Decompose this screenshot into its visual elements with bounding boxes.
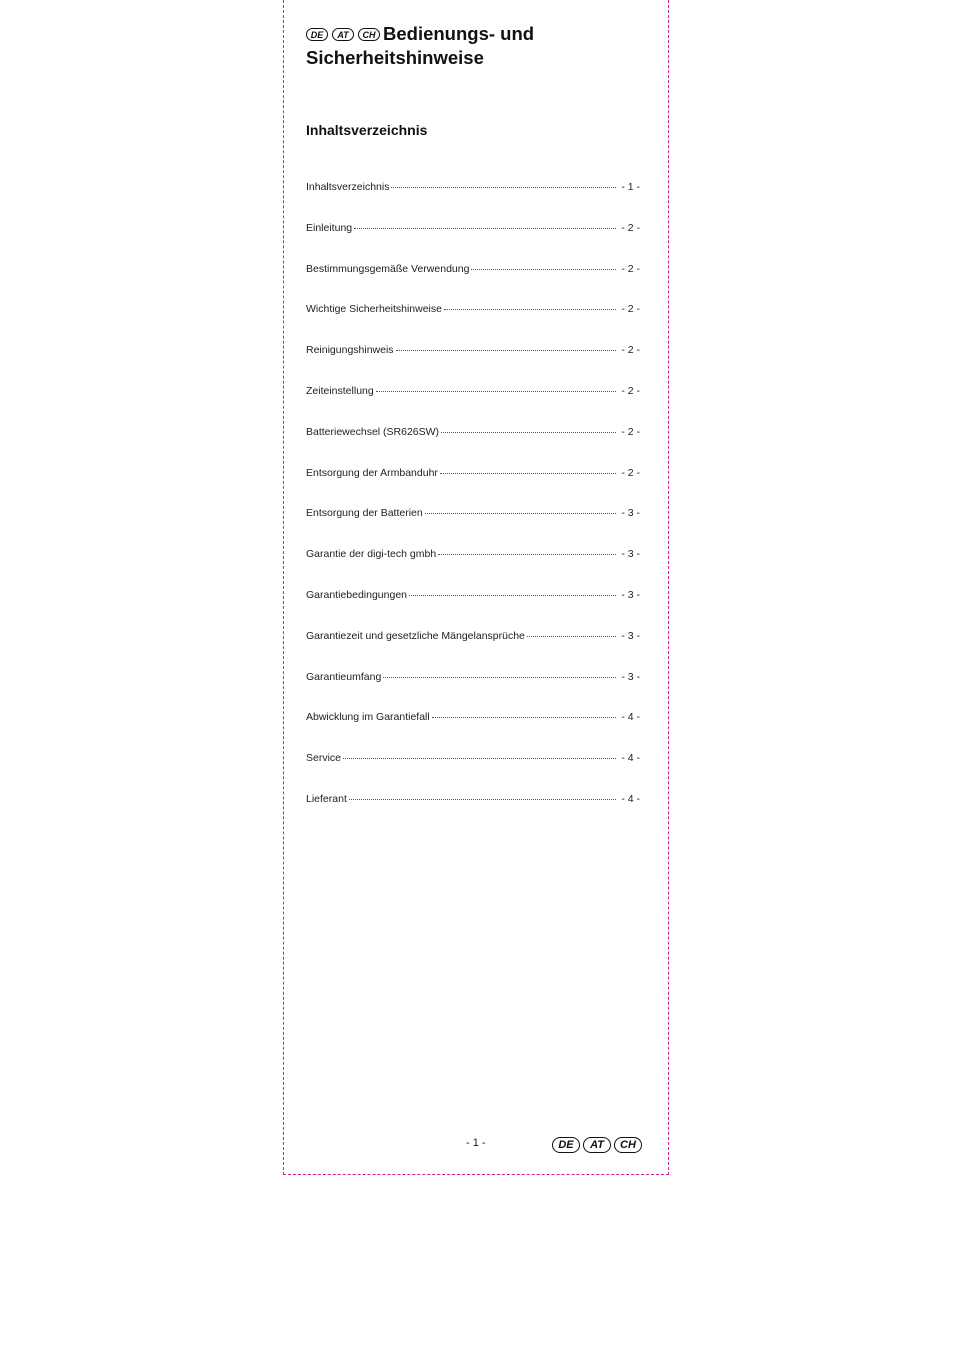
toc-entry-page: - 3 - [621,629,640,642]
title-language-badges [306,28,380,41]
toc-entry-page: - 2 - [621,466,640,479]
toc-entry-label: Garantiezeit und gesetzliche Mängelansprüche [306,629,525,642]
toc-entry-page: - 4 - [621,752,640,765]
toc-entry[interactable] [306,630,640,671]
toc-entry-page: - 3 - [621,670,640,683]
toc-entry-label: Zeiteinstellung [306,384,374,397]
language-badge-ch: CH [614,1137,642,1153]
title-line-1: Bedienungs- und [383,23,535,44]
toc-entry-page: - 2 - [621,384,640,397]
toc-entry[interactable] [306,344,640,385]
toc-leader-dots [444,309,616,310]
toc-leader-dots [383,677,616,678]
toc-entry-page: - 2 - [621,344,640,357]
toc-entry-page: - 3 - [621,588,640,601]
language-badge-de: DE [552,1137,580,1153]
toc-leader-dots [343,758,616,759]
toc-entry-label: Bestimmungsgemäße Verwendung [306,262,470,275]
toc-entry[interactable] [306,222,640,263]
toc-entry-page: - 4 - [621,711,640,724]
table-of-contents [306,181,640,834]
toc-leader-dots [349,799,616,800]
toc-entry[interactable] [306,548,640,589]
toc-entry[interactable] [306,385,640,426]
toc-leader-dots [391,187,616,188]
language-badge-de: DE [306,28,328,41]
toc-entry-label: Lieferant [306,792,347,805]
toc-entry-page: - 3 - [621,548,640,561]
language-badge-at: AT [332,28,354,41]
toc-entry-label: Reinigungshinweis [306,344,394,357]
toc-heading: Inhaltsverzeichnis [306,122,428,138]
toc-entry-label: Inhaltsverzeichnis [306,181,390,193]
toc-entry[interactable] [306,507,640,548]
language-badge-at: AT [583,1137,611,1153]
toc-entry[interactable] [306,303,640,344]
footer-page-number: - 1 - [466,1137,486,1149]
toc-entry-label: Garantieumfang [306,670,382,683]
toc-entry-label: Service [306,752,342,765]
toc-entry[interactable] [306,467,640,508]
toc-entry-label: Garantiebedingungen [306,588,408,601]
toc-entry[interactable] [306,426,640,467]
toc-entry-page: - 2 - [621,262,640,275]
language-badge-ch: CH [358,28,380,41]
toc-leader-dots [440,473,616,474]
toc-entry[interactable] [306,263,640,304]
toc-leader-dots [425,513,616,514]
toc-entry[interactable] [306,793,640,834]
footer-language-badges [552,1137,642,1153]
document-title [306,22,646,70]
toc-entry[interactable] [306,589,640,630]
toc-entry-label: Abwicklung im Garantiefall [306,711,430,724]
toc-entry-page: - 1 - [621,181,640,193]
toc-entry-label: Batteriewechsel (SR626SW) [306,425,440,438]
toc-leader-dots [441,432,616,433]
toc-leader-dots [527,636,616,637]
toc-entry-label: Einleitung [306,221,353,234]
toc-entry-page: - 3 - [621,507,640,520]
toc-entry-page: - 2 - [621,425,640,438]
toc-leader-dots [354,228,616,229]
toc-leader-dots [376,391,616,392]
toc-leader-dots [471,269,616,270]
toc-entry-label: Garantie der digi-tech gmbh [306,548,437,561]
title-line-2: Sicherheitshinweise [306,47,484,68]
toc-entry[interactable] [306,752,640,793]
toc-entry-page: - 4 - [621,792,640,805]
toc-entry-page: - 2 - [621,303,640,316]
toc-entry-label: Entsorgung der Batterien [306,507,423,520]
toc-leader-dots [432,717,616,718]
toc-leader-dots [396,350,616,351]
toc-entry[interactable] [306,181,640,222]
toc-leader-dots [409,595,616,596]
toc-entry-label: Wichtige Sicherheitshinweise [306,303,442,316]
toc-entry-page: - 2 - [621,221,640,234]
toc-leader-dots [438,554,616,555]
toc-entry[interactable] [306,711,640,752]
toc-entry[interactable] [306,671,640,712]
toc-entry-label: Entsorgung der Armbanduhr [306,466,438,479]
